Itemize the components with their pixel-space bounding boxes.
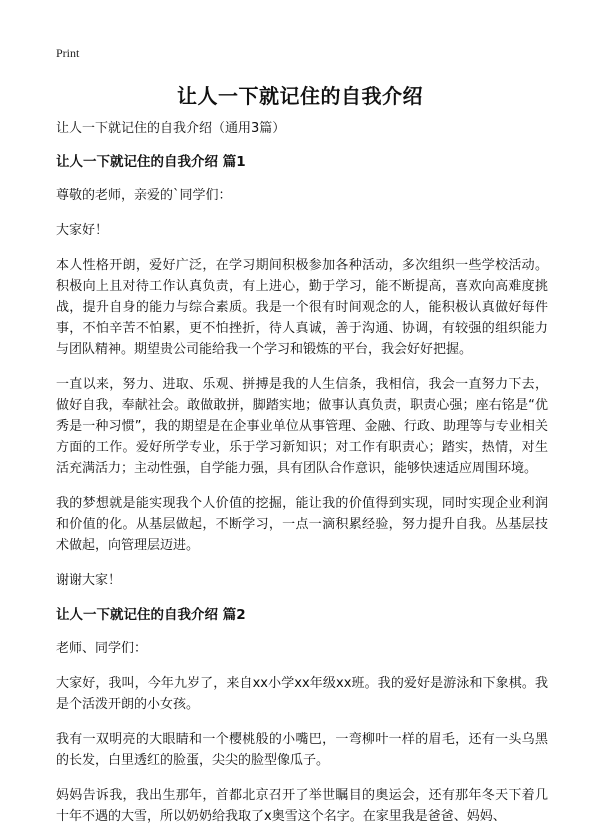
section-heading: 让人一下就记住的自我介绍 篇1 xyxy=(56,154,246,170)
body-paragraph: 妈妈告诉我，我出生那年，首都北京召开了举世瞩目的奥运会，还有那年冬天下着几十年不遇的大雪，所以奶奶给我取了x奥雪这个名字。在家里我是爸爸、妈妈、 xyxy=(56,788,548,824)
document-subtitle: 让人一下就记住的自我介绍（通用3篇） xyxy=(56,121,286,136)
body-paragraph: 我有一双明亮的大眼睛和一个樱桃般的小嘴巴，一弯柳叶一样的眉毛，还有一头乌黑的长发，白里透红的脸蛋，尖尖的脸型像瓜子。 xyxy=(56,732,548,768)
salutation-paragraph: 大家好！ xyxy=(56,223,109,238)
body-paragraph: 本人性格开朗，爱好广泛，在学习期间积极参加各种活动，多次组织一些学校活动。积极向上且对待工作认真负责，有上进心，勤于学习，能不断提高，喜欢向高难度挑战，提升自身的能力与综合素质。我是一个很有时间观念的人，能积极认真做好每件事，不怕辛苦不怕累，更不怕挫折，待人真诚，善于沟通、协调，有较强的组织能力与团队精神。期望贵公司能给我一个学习和锻炼的平台，我会好好把握。 xyxy=(56,258,548,357)
closing-paragraph: 谢谢大家！ xyxy=(56,573,122,588)
greeting-paragraph: 尊敬的老师，亲爱的`同学们： xyxy=(56,188,232,203)
body-paragraph: 我的梦想就是能实现我个人价值的挖掘，能让我的价值得到实现，同时实现企业利润和价值的化。从基层做起，不断学习，一点一滴积累经验，努力提升自我。丛基层技术做起，向管理层迈进。 xyxy=(56,496,548,553)
body-paragraph: 一直以来，努力、进取、乐观、拼搏是我的人生信条，我相信，我会一直努力下去，做好自我，奉献社会。敢做敢拼，脚踏实地；做事认真负责，职责心强；座右铭是“优秀是一种习惯”，我的期望是在企事业单位从事管理、金融、行政、助理等与专业相关方面的工作。爱好所学专业，乐于学习新知识；对工作有职责心；踏实，热情，对生活充满活力；主动性强，自学能力强，具有团队合作意识，能够快速适应周围环境。 xyxy=(56,377,548,476)
document-title: 让人一下就记住的自我介绍 xyxy=(177,84,423,108)
document-body xyxy=(56,119,548,828)
greeting-paragraph: 老师、同学们： xyxy=(56,641,148,656)
print-label: Print xyxy=(56,46,80,60)
section-heading: 让人一下就记住的自我介绍 篇2 xyxy=(56,607,246,623)
body-paragraph: 大家好，我叫，今年九岁了，来自xx小学xx年级xx班。我的爱好是游泳和下象棋。我是个活泼开朗的小女孩。 xyxy=(56,676,548,712)
